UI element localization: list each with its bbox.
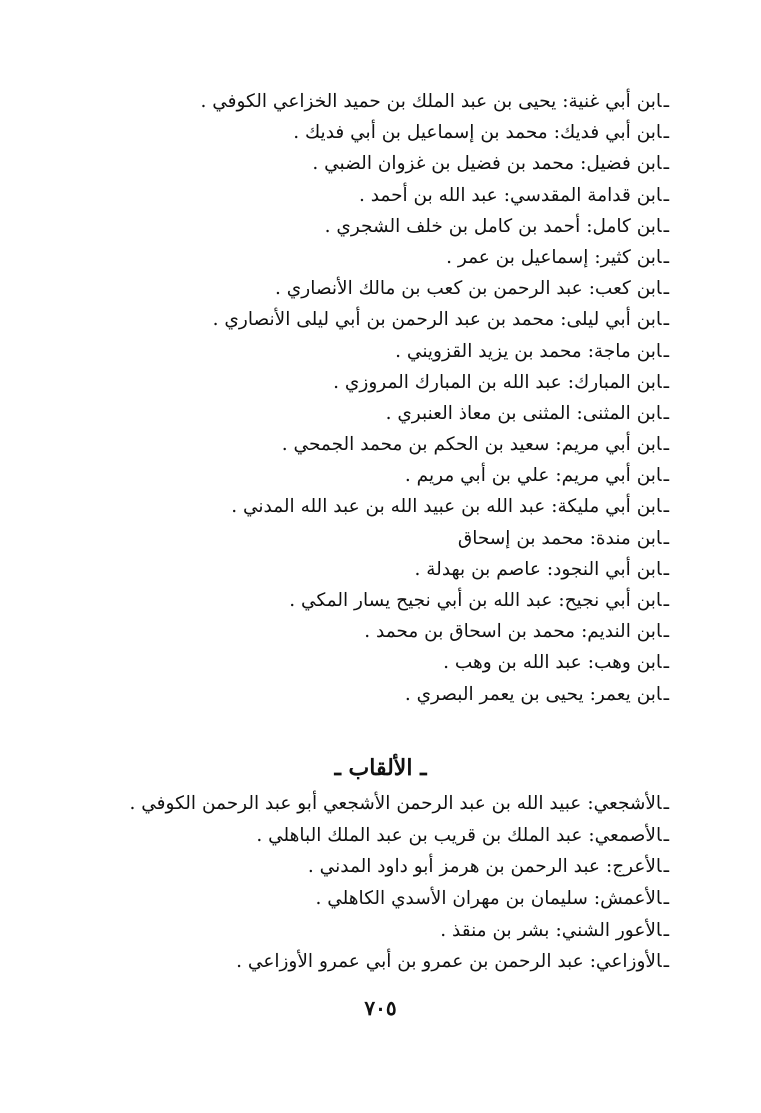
entry-value: عبد الملك بن قريب بن عبد الملك الباهلي . [256,824,583,846]
entry-value: بشر بن منقذ . [440,919,550,941]
entry-value: إسماعيل بن عمر . [446,246,589,268]
entry-value: عبد الله بن المبارك المروزي . [333,371,562,393]
names-list [69,86,669,710]
list-item [69,679,669,710]
item-dash: ـ [663,793,669,814]
entry-name: ابن أبي مريم [561,465,662,487]
list-item [69,491,669,522]
entry-colon: : [587,652,594,674]
entry-colon: : [503,184,510,206]
list-item [69,554,669,585]
entry-colon: : [589,527,596,549]
entry-name: ابن كثير [600,246,662,268]
entry-value: عبد الله بن أحمد . [358,184,498,206]
item-dash: ـ [663,951,669,973]
entry-colon: : [562,91,569,112]
item-dash: ـ [663,496,669,518]
entry-name: ابن كامل [592,215,662,237]
entry-name: ابن أبي مريم [561,434,662,456]
entry-value: عبيد الله بن عبد الرحمن الأشجعي أبو عبد الرحمن الكوفي . [129,793,582,814]
list-item [69,915,669,947]
entry-colon: : [605,856,613,878]
entry-colon: : [587,340,594,362]
entry-colon: : [555,434,562,456]
entry-value: محمد بن إسحاق [457,527,584,549]
list-item [69,148,669,179]
item-dash: ـ [663,184,669,206]
list-item [69,820,669,852]
entry-value: عبد الرحمن بن كعب بن مالك الأنصاري . [275,278,583,300]
entry-colon: : [553,122,560,144]
entry-colon: : [588,278,595,300]
list-item [69,211,669,242]
entry-colon: : [594,246,601,268]
item-dash: ـ [663,153,669,175]
entry-name: ابن مندة [595,527,662,549]
entry-value: محمد بن اسحاق بن محمد . [364,621,576,643]
item-dash: ـ [663,888,669,910]
entry-name: ابن المبارك [573,371,662,393]
list-item [69,180,669,211]
entry-value: عبد الله بن وهب . [443,652,582,674]
list-item [69,429,669,460]
entry-name: الأصمعي [594,824,662,846]
entry-value: عبد الله بن عبيد الله بن عبد الله المدني . [231,496,546,518]
list-item [69,367,669,398]
entry-name: ابن المثنى [582,402,662,424]
item-dash: ـ [663,683,669,705]
entry-colon: : [581,621,588,643]
entry-name: ابن فضيل [586,153,662,175]
entry-name: ابن النديم [587,621,662,643]
entry-name: ابن ماجة [593,340,662,362]
entry-colon: : [593,888,601,910]
entry-name: الأعمش [600,888,662,910]
list-item [69,336,669,367]
section-title-alqab: ـ الألقاب ـ [334,755,427,781]
list-item [69,523,669,554]
entry-value: محمد بن إسماعيل بن أبي فديك . [293,122,548,144]
entry-name: ابن أبي نجيح [564,590,662,611]
entry-colon: : [589,951,596,973]
entry-value: يحيى بن يعمر البصري . [404,683,584,705]
list-item [69,460,669,491]
entry-value: سعيد بن الحكم بن محمد الجمحي . [281,434,550,456]
item-dash: ـ [663,371,669,393]
entry-value: علي بن أبي مريم . [404,465,550,487]
entry-colon: : [546,558,554,580]
list-item [69,585,669,616]
entry-name: ابن أبي ليلى [566,309,662,331]
entry-value: عبد الرحمن بن هرمز أبو داود المدني . [307,856,600,878]
entry-value: عبد الرحمن بن عمرو بن أبي عمرو الأوزاعي . [236,951,584,973]
entry-colon: : [588,824,595,846]
item-dash: ـ [663,621,669,643]
entry-value: محمد بن فضيل بن غزوان الضبي . [312,153,575,175]
entry-value: محمد بن يزيد القزويني . [395,340,582,362]
entry-value: عاصم بن بهدلة . [414,558,541,580]
item-dash: ـ [663,309,669,331]
titles-list [69,788,669,978]
entry-value: سليمان بن مهران الأسدي الكاهلي . [315,888,588,910]
list-item [69,242,669,273]
item-dash: ـ [663,558,669,580]
item-dash: ـ [663,91,669,112]
item-dash: ـ [663,122,669,144]
item-dash: ـ [663,434,669,456]
entry-colon: : [555,919,562,941]
entry-name: ابن قدامة المقدسي [509,184,662,206]
list-item [69,273,669,304]
page-number: ٧٠٥ [364,996,397,1020]
entry-name: ابن أبي النجود [553,558,662,580]
entry-colon: : [589,683,596,705]
entry-name: ابن كعب [594,278,662,300]
entry-name: ابن أبي فديك [559,122,662,144]
list-item [69,788,669,820]
list-item [69,398,669,429]
entry-colon: : [576,402,583,424]
entry-name: ابن أبي مليكة [557,496,662,518]
entry-colon: : [560,309,567,331]
item-dash: ـ [663,215,669,237]
entry-name: الأعرج [612,856,662,878]
entry-name: ابن وهب [593,652,662,674]
entry-value: المثنى بن معاذ العنبري . [385,402,571,424]
list-item [69,883,669,915]
entry-colon: : [586,215,593,237]
item-dash: ـ [663,527,669,549]
item-dash: ـ [663,340,669,362]
entry-colon: : [567,371,574,393]
item-dash: ـ [663,856,669,878]
list-item [69,647,669,678]
entry-value: عبد الله بن أبي نجيح يسار المكي . [289,590,553,611]
entry-colon: : [551,496,558,518]
entry-value: يحيى بن عبد الملك بن حميد الخزاعي الكوفي . [200,91,557,112]
entry-value: محمد بن عبد الرحمن بن أبي ليلى الأنصاري . [212,309,555,331]
item-dash: ـ [663,278,669,300]
entry-colon: : [558,590,565,611]
item-dash: ـ [663,590,669,611]
item-dash: ـ [663,919,669,941]
entry-value: أحمد بن كامل بن خلف الشجري . [324,215,581,237]
entry-name: الأشجعي [593,793,662,814]
item-dash: ـ [663,246,669,268]
entry-name: الأوزاعي [595,951,662,973]
entry-colon: : [587,793,594,814]
item-dash: ـ [663,652,669,674]
item-dash: ـ [663,402,669,424]
entry-colon: : [580,153,587,175]
entry-name: الأعور الشني [561,919,662,941]
list-item [69,117,669,148]
entry-colon: : [555,465,562,487]
list-item [69,946,669,978]
entry-name: ابن أبي غنية [568,91,662,112]
list-item [69,616,669,647]
entry-name: ابن يعمر [595,683,662,705]
item-dash: ـ [663,824,669,846]
list-item [69,304,669,335]
item-dash: ـ [663,465,669,487]
list-item [69,851,669,883]
list-item [69,86,669,117]
